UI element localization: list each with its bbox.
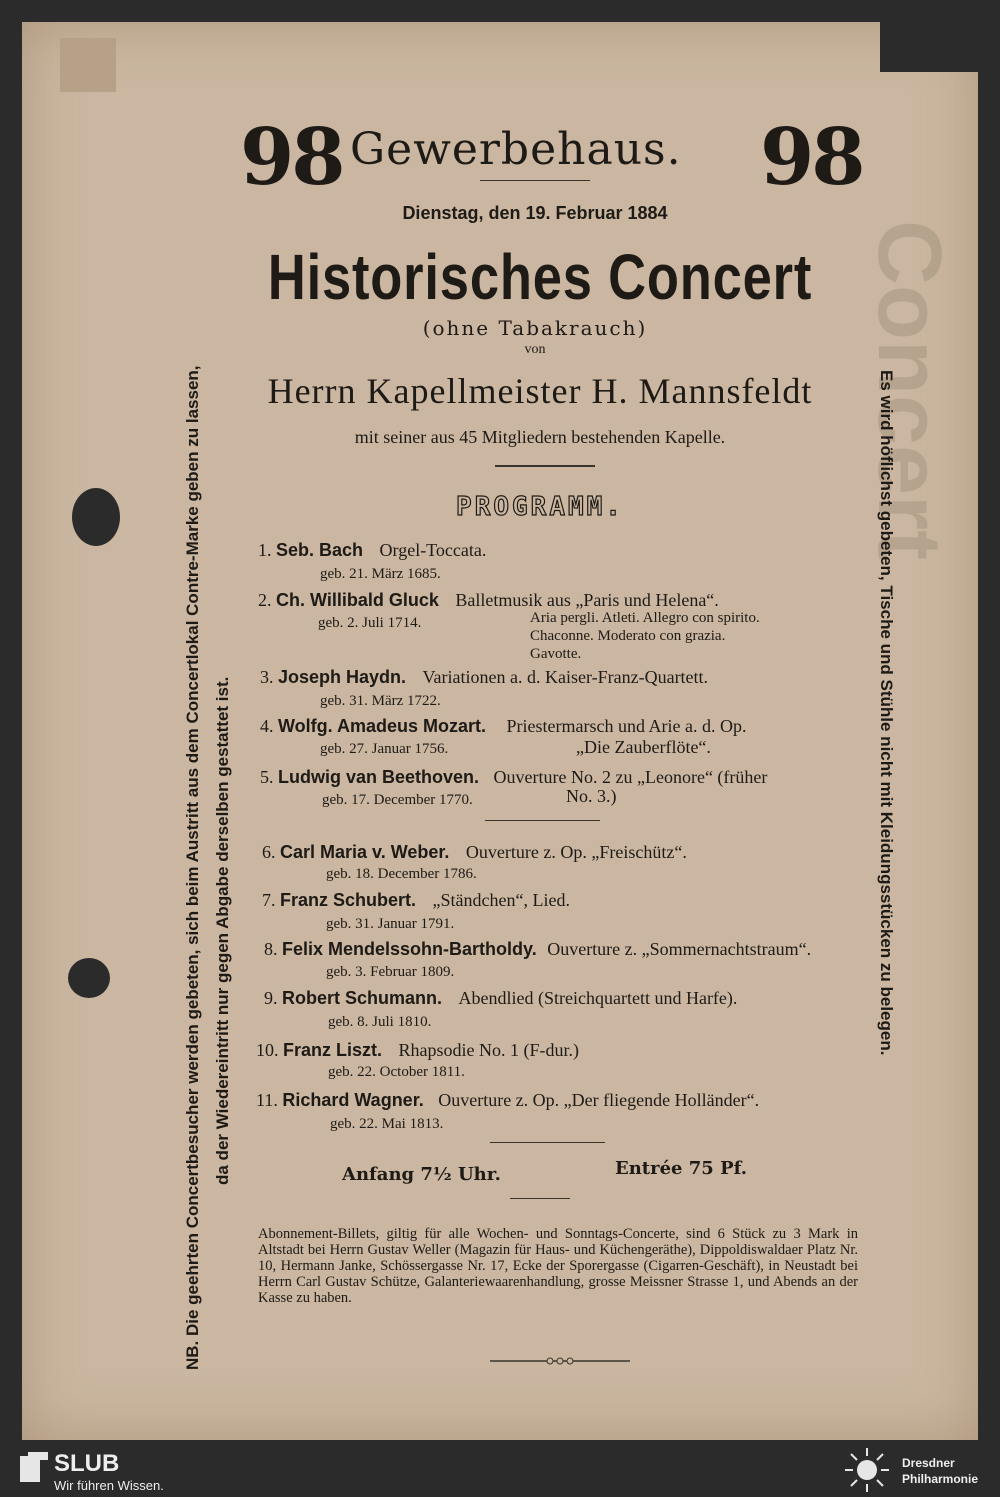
side-note-left-2: da der Wiedereintritt nur gegen Abgabe derselben gestattet ist. [213,676,232,1185]
work-title: Ouverture z. Op. „Der fliegende Holländer“. [438,1090,760,1110]
ornament-divider [490,1352,630,1360]
program-item [262,842,687,863]
venue-title: Gewerbehaus. [350,124,682,175]
work-title-cont: „Die Zauberflöte“. [576,737,711,757]
von-label: von [524,342,546,357]
birth-date: geb. 22. Mai 1813. [330,1116,444,1132]
item-number: 7. [262,890,276,910]
item-number: 10. [256,1040,279,1060]
ornament-icon [490,1357,630,1365]
program-item [258,590,719,611]
concert-title: Historisches Concert [267,241,813,313]
composer-name: Carl Maria v. Weber. [280,842,450,862]
composer-name: Franz Liszt. [283,1040,383,1060]
start-time: Anfang 7½ Uhr. [342,1164,501,1185]
program-item [264,939,811,960]
birth-date: geb. 2. Juli 1714. [318,615,422,631]
program-item [258,540,486,561]
work-title: Rhapsodie No. 1 (F-dur.) [398,1040,579,1060]
work-detail: Chaconne. Moderato con grazia. [530,628,726,644]
entry-price: Entrée 75 Pf. [615,1158,747,1179]
concert-subtitle: (ohne Tabakrauch) [422,316,648,340]
bleed-through: Concert [859,220,959,561]
side-note-left-1: NB. Die geehrten Concertbesucher werden gebeten, sich beim Austritt aus dem Concertlokal Contre-Marke geben zu lassen, [183,365,202,1370]
birth-date: geb. 21. März 1685. [320,566,441,582]
work-title: Ouverture z. „Sommernachtstraum“. [547,939,812,959]
number-left: 98 [240,112,343,203]
divider [480,180,590,181]
paper-tear [880,22,978,72]
work-detail: Gavotte. [530,646,582,662]
item-number: 6. [262,842,276,862]
composer-name: Wolfg. Amadeus Mozart. [278,716,487,736]
slub-logo [20,1452,48,1484]
work-title: Balletmusik aus „Paris und Helena“. [455,590,719,610]
program-item [262,890,570,911]
birth-date: geb. 31. März 1722. [320,693,441,709]
work-title: „Ständchen“, Lied. [432,890,570,910]
work-title: Orgel-Toccata. [379,540,487,560]
work-title: Abendlied (Streichquartett und Harfe). [458,988,738,1008]
item-number: 5. [260,767,274,787]
item-number: 4. [260,716,274,736]
composer-name: Franz Schubert. [280,890,417,910]
program-item [260,716,746,737]
work-title-cont: No. 3.) [566,786,617,806]
slub-logo-icon [20,1452,48,1484]
divider [490,1142,605,1143]
work-title: Priestermarsch und Arie a. d. Op. [506,716,747,736]
program-item [264,988,737,1009]
ink-stain [68,958,110,998]
concert-date: Dienstag, den 19. Februar 1884 [402,203,668,223]
item-number: 1. [258,540,272,560]
item-number: 8. [264,939,278,959]
slub-tagline: Wir führen Wissen. [54,1478,164,1493]
birth-date: geb. 18. December 1786. [326,866,477,882]
birth-date: geb. 3. Februar 1809. [326,964,455,980]
composer-name: Robert Schumann. [282,988,443,1008]
orchestra-info: mit seiner aus 45 Mitgliedern bestehenden Kapelle. [354,427,726,447]
composer-name: Ch. Willibald Gluck [276,590,439,610]
conductor-name: Herrn Kapellmeister H. Mannsfeldt [267,371,813,411]
program-item [260,767,767,788]
birth-date: geb. 17. December 1770. [322,792,473,808]
birth-date: geb. 27. Januar 1756. [320,741,449,757]
birth-date: geb. 22. October 1811. [328,1064,465,1080]
program-heading: PROGRAMM. [456,492,624,522]
item-number: 11. [256,1090,278,1110]
slub-name: SLUB [54,1450,120,1477]
ink-stain [72,488,120,546]
item-number: 2. [258,590,272,610]
side-note-right: Es wird höflichst gebeten, Tische und Stühle nicht mit Kleidungsstücken zu belegen. [877,370,896,1056]
work-title: Variationen a. d. Kaiser-Franz-Quartett. [422,667,709,687]
philharmonie-line2: Philharmonie [902,1472,979,1486]
composer-name: Richard Wagner. [282,1090,424,1110]
subscription-note: Abonnement-Billets, giltig für alle Wochen- und Sonntags-Concerte, sind 6 Stück zu 3 Mark in Altstadt bei Herrn Gustav Weller (Magazin für Haus- und Küchengeräthe), Dippoldiswaldaer Platz Nr. 10, Hermann Janke, Schössergasse Nr. 17, Ecke der Sporergasse (Cigarren-Geschäft), in Neustadt bei Herrn Carl Gustav Schütze, Galanteriewaarenhandlung, grosse Meissner Strasse 1, und Abends an der Kasse zu haben. [258,1226,858,1306]
paper-spot [60,38,116,92]
program-item [260,667,708,688]
program-item [256,1090,759,1111]
composer-name: Seb. Bach [276,540,364,560]
divider [510,1198,570,1199]
sunburst-icon [842,1446,892,1492]
item-number: 3. [260,667,274,687]
work-detail: Aria pergli. Atleti. Allegro con spirito. [530,610,760,626]
composer-name: Joseph Haydn. [278,667,407,687]
philharmonie-line1: Dresdner [902,1456,955,1470]
number-right: 98 [760,112,863,203]
divider [485,820,600,821]
item-number: 9. [264,988,278,1008]
work-title: Ouverture No. 2 zu „Leonore“ (früher [493,767,768,787]
composer-name: Felix Mendelssohn-Bartholdy. [282,939,537,959]
composer-name: Ludwig van Beethoven. [278,767,480,787]
birth-date: geb. 8. Juli 1810. [328,1014,432,1030]
program-item [256,1040,579,1061]
philharmonie-logo [842,1446,892,1492]
birth-date: geb. 31. Januar 1791. [326,916,455,932]
work-title: Ouverture z. Op. „Freischütz“. [465,842,687,862]
divider [495,465,595,467]
